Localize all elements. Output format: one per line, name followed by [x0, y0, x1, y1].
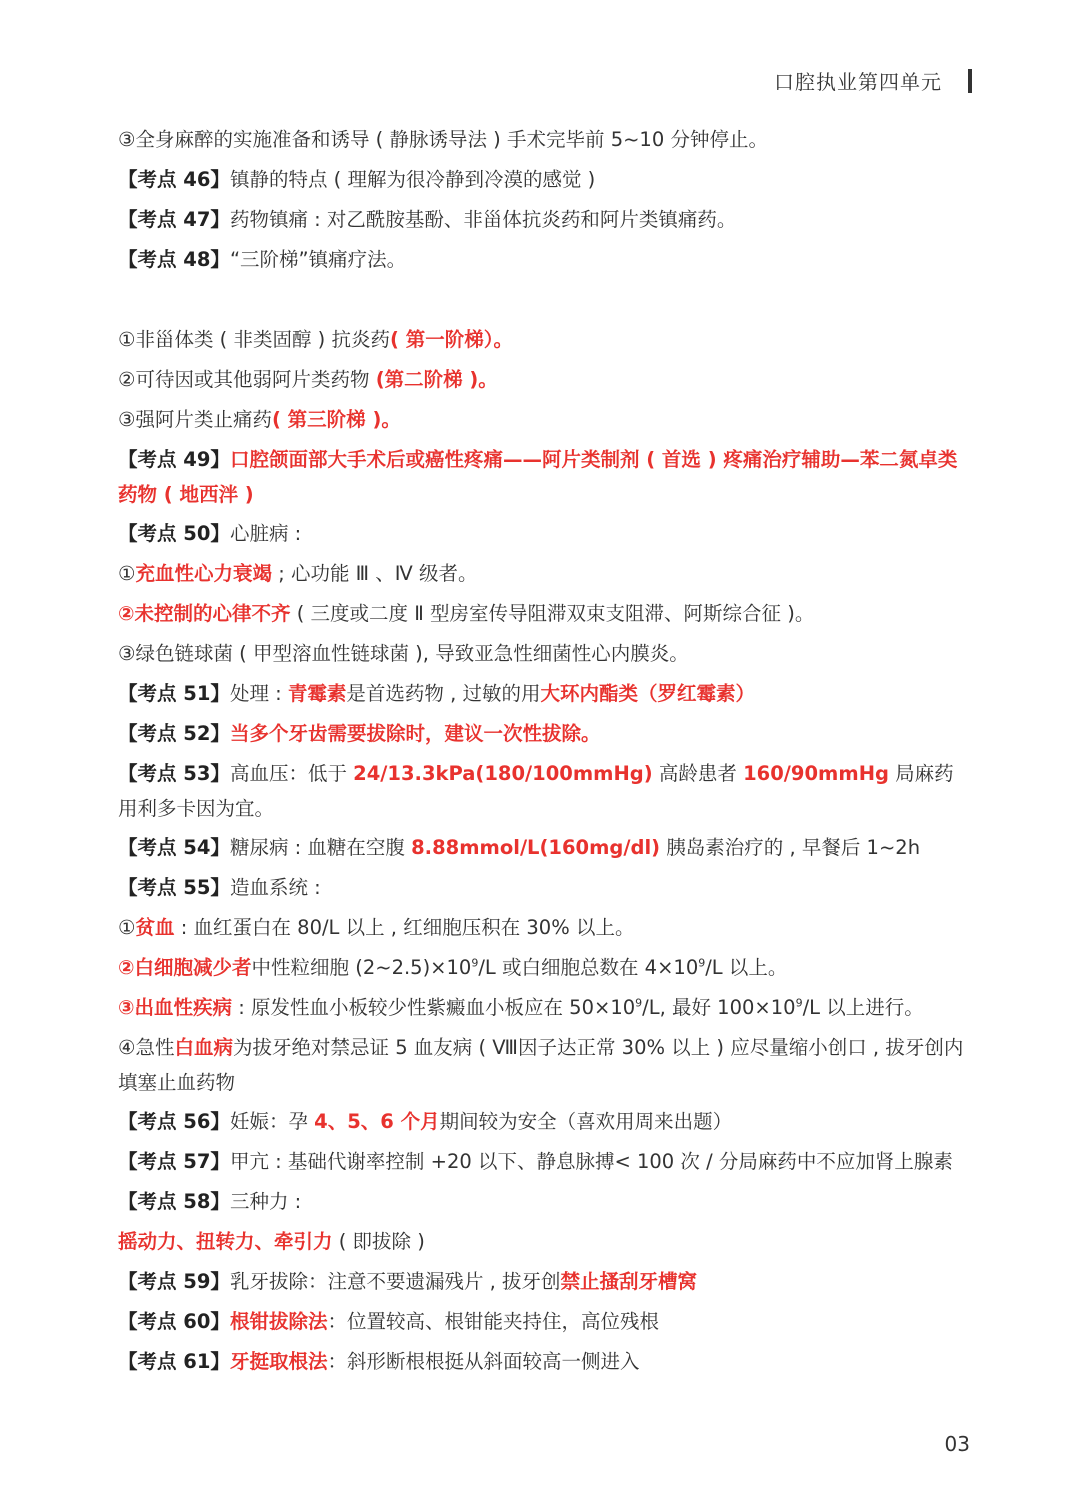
text-segment: /L 或白细胞总数在 4×10: [478, 956, 699, 979]
exam-point-label: 【考点 60】: [118, 1310, 230, 1333]
text-segment: ：斜形断根根挺从斜面较高一侧进入: [327, 1350, 640, 1373]
highlighted-text: 口腔颌面部大手术后或癌性疼痛——阿片类制剂 ( 首选 ) 疼痛治疗辅助—苯二氮卓类药物 ( 地西泮 ): [118, 448, 958, 506]
exam-point-label: 【考点 57】: [118, 1150, 230, 1173]
page-number: 03: [944, 1432, 970, 1456]
text-line: [118, 1304, 968, 1340]
exam-point-label: 【考点 58】: [118, 1190, 230, 1213]
text-segment: /L 以上进行。: [802, 996, 924, 1019]
highlighted-text: ③出血性疾病: [118, 996, 233, 1019]
text-line: [118, 1030, 968, 1100]
highlighted-text: 牙挺取根法: [229, 1350, 328, 1373]
text-segment: 期间较为安全（喜欢用周来出题）: [439, 1110, 733, 1133]
header-bar-mark: [968, 69, 972, 93]
text-segment: : 血红蛋白在 80/L 以上 , 红细胞压积在 30% 以上。: [174, 916, 635, 939]
text-segment: ①非甾体类 ( 非类固醇 ) 抗炎药: [118, 328, 390, 351]
text-line: [118, 242, 968, 278]
text-line: [118, 990, 968, 1026]
highlighted-text: 4、5、6 个月: [314, 1110, 440, 1133]
text-segment: 高龄患者: [652, 762, 744, 785]
highlighted-text: ( 第三阶梯 )。: [271, 408, 401, 431]
text-line: [118, 516, 968, 552]
text-line: [118, 676, 968, 712]
text-line: [118, 402, 968, 438]
exam-point-label: 【考点 46】: [118, 168, 230, 191]
text-segment: ; 心功能 Ⅲ 、Ⅳ 级者。: [272, 562, 478, 585]
highlighted-text: 摇动力、扭转力、牵引力: [118, 1230, 333, 1253]
text-segment: 药物镇痛 : 对乙酰胺基酚、非甾体抗炎药和阿片类镇痛药。: [229, 208, 737, 231]
text-line: [118, 910, 968, 946]
highlighted-text: 白血病: [174, 1036, 233, 1059]
text-segment: ③强阿片类止痛药: [118, 408, 272, 431]
text-line: [118, 1184, 968, 1220]
document-body: [118, 122, 968, 1384]
text-line: [118, 1104, 968, 1140]
highlighted-text: 禁止搔刮牙槽窝: [560, 1270, 698, 1293]
text-segment: ( 三度或二度 Ⅱ 型房室传导阻滞双束支阻滞、阿斯综合征 )。: [290, 602, 815, 625]
text-line: [118, 122, 968, 158]
exam-point-label: 【考点 61】: [118, 1350, 230, 1373]
exam-point-label: 【考点 54】: [118, 836, 230, 859]
highlighted-text: 贫血: [135, 916, 175, 939]
exam-point-label: 【考点 55】: [118, 876, 230, 899]
text-segment: ②可待因或其他弱阿片类药物: [118, 368, 376, 391]
highlighted-text: ②未控制的心律不齐: [118, 602, 291, 625]
text-segment: 甲亢 : 基础代谢率控制 +20 以下、静息脉搏< 100 次 / 分局麻药中不应加肾上腺素: [229, 1150, 953, 1173]
text-segment: 处理 :: [229, 682, 288, 705]
text-segment: ①: [118, 916, 136, 939]
text-segment: 造血系统 :: [229, 876, 321, 899]
exam-point-label: 【考点 49】: [118, 448, 230, 471]
exam-point-label: 【考点 47】: [118, 208, 230, 231]
text-segment: 9: [471, 956, 479, 970]
text-segment: 妊娠：孕: [229, 1110, 315, 1133]
page-header: [774, 66, 972, 95]
text-segment: 糖尿病 : 血糖在空腹: [229, 836, 412, 859]
text-segment: 是首选药物 , 过敏的用: [346, 682, 541, 705]
text-line: [118, 162, 968, 198]
text-line: [118, 716, 968, 752]
exam-point-label: 【考点 48】: [118, 248, 230, 271]
text-line: [118, 756, 968, 826]
exam-point-label: 【考点 52】: [118, 722, 230, 745]
text-segment: 9: [635, 996, 643, 1010]
exam-point-label: 【考点 51】: [118, 682, 230, 705]
text-segment: 9: [698, 956, 706, 970]
exam-point-label: 【考点 56】: [118, 1110, 230, 1133]
highlighted-text: 24/13.3kPa(180/100mmHg): [353, 762, 653, 785]
highlighted-text: 当多个牙齿需要拔除时，建议一次性拔除。: [229, 722, 601, 745]
text-line: [118, 1224, 968, 1260]
highlighted-text: ②白细胞减少者: [118, 956, 252, 979]
text-segment: /L, 最好 100×10: [642, 996, 796, 1019]
highlighted-text: 充血性心力衰竭: [135, 562, 272, 585]
text-segment: 局麻药用利多卡因为宜。: [118, 762, 954, 820]
text-line: [118, 950, 968, 986]
text-segment: ( 即拔除 ): [332, 1230, 425, 1253]
text-segment: ③绿色链球菌 ( 甲型溶血性链球菌 ), 导致亚急性细菌性心内膜炎。: [118, 642, 689, 665]
text-line: [118, 870, 968, 906]
exam-point-label: 【考点 59】: [118, 1270, 230, 1293]
text-segment: 心脏病 :: [229, 522, 302, 545]
highlighted-text: 大环内酯类（罗红霉素）: [540, 682, 756, 705]
text-segment: ③全身麻醉的实施准备和诱导 ( 静脉诱导法 ) 手术完毕前 5~10 分钟停止。: [118, 128, 768, 151]
text-line: [118, 556, 968, 592]
header-title: 口腔执业第四单元: [774, 70, 942, 94]
highlighted-text: ( 第一阶梯）。: [390, 328, 513, 351]
exam-point-label: 【考点 50】: [118, 522, 230, 545]
text-line: [118, 1144, 968, 1180]
text-segment: ④急性: [118, 1036, 175, 1059]
text-line: [118, 596, 968, 632]
text-segment: 三种力 :: [229, 1190, 302, 1213]
text-line: [118, 202, 968, 238]
text-segment: 胰岛素治疗的 , 早餐后 1~2h: [660, 836, 921, 859]
text-segment: 乳牙拔除：注意不要遗漏残片 , 拔牙创: [229, 1270, 561, 1293]
paragraph-gap: [118, 282, 968, 322]
text-segment: 镇静的特点 ( 理解为很冷静到冷漠的感觉 ): [229, 168, 596, 191]
exam-point-label: 【考点 53】: [118, 762, 230, 785]
text-segment: 9: [795, 996, 803, 1010]
text-line: [118, 322, 968, 358]
text-line: [118, 442, 968, 512]
highlighted-text: (第二阶梯 )。: [375, 368, 498, 391]
highlighted-text: 青霉素: [287, 682, 347, 705]
text-line: [118, 830, 968, 866]
text-line: [118, 1264, 968, 1300]
text-segment: 中性粒细胞 (2~2.5)×10: [251, 956, 472, 979]
text-line: [118, 362, 968, 398]
text-segment: : 原发性血小板较少性紫癜血小板应在 50×10: [232, 996, 636, 1019]
text-segment: /L 以上。: [705, 956, 788, 979]
text-line: [118, 636, 968, 672]
text-segment: “三阶梯”镇痛疗法。: [229, 248, 407, 271]
text-segment: 为拔牙绝对禁忌证 5 血友病 ( Ⅷ因子达正常 30% 以上 ) 应尽量缩小创口 , 拔牙创内填塞止血药物: [118, 1036, 964, 1094]
text-line: [118, 1344, 968, 1380]
highlighted-text: 8.88mmol/L(160mg/dl): [411, 836, 661, 859]
text-segment: 高血压：低于: [229, 762, 354, 785]
text-segment: ①: [118, 562, 136, 585]
highlighted-text: 根钳拔除法: [229, 1310, 328, 1333]
highlighted-text: 160/90mmHg: [743, 762, 889, 785]
text-segment: ：位置较高、根钳能夹持住，高位残根: [327, 1310, 659, 1333]
